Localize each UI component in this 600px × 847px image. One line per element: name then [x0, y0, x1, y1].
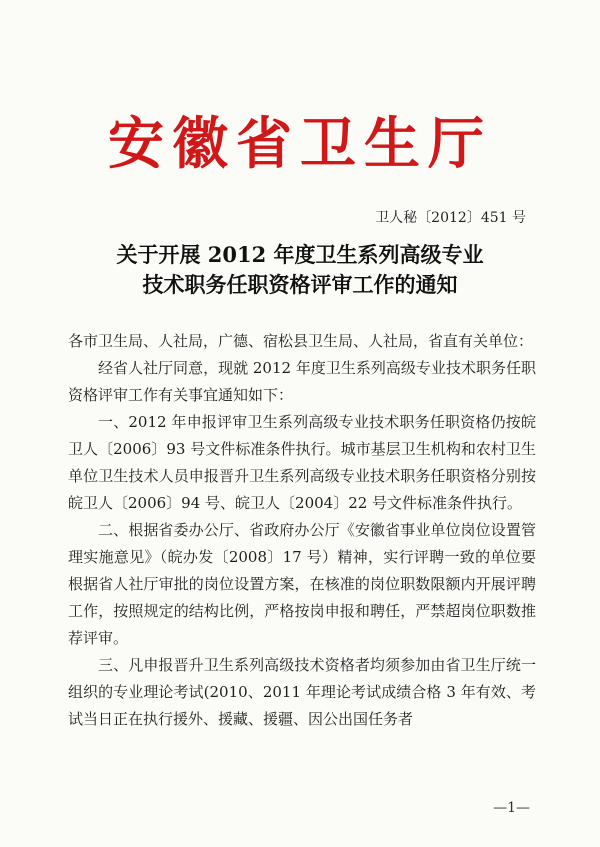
- item-2-paragraph: 二、根据省委办公厅、省政府办公厅《安徽省事业单位岗位设置管理实施意见》（皖办发〔2008〕17 号）精神，实行评聘一致的单位要根据省人社厅审批的岗位设置方案，在核准的岗位职数限额内开展评聘工作，按照规定的结构比例，严格按岗申报和聘任，严禁超岗位职数推荐评审。: [68, 521, 536, 647]
- intro-paragraph: 经省人社厅同意，现就 2012 年度卫生系列高级专业技术职务任职资格评审工作有关事宜通知如下：: [68, 359, 536, 404]
- salutation: 各市卫生局、人社局，广德、宿松县卫生局、人社局，省直有关单位：: [68, 332, 534, 350]
- document-body: [68, 328, 536, 733]
- title-line-2: 技术职务任职资格评审工作的通知: [142, 272, 458, 297]
- page-number: —1—: [493, 800, 530, 816]
- title-line-1: 关于开展 2012 年度卫生系列高级专业: [116, 242, 484, 267]
- item-1-paragraph: 一、2012 年申报评审卫生系列高级专业技术职务任职资格仍按皖卫人〔2006〕93 号文件标准条件执行。城市基层卫生机构和农村卫生单位卫生技术人员申报晋升卫生系列高级专业技术职务任职资格分别按皖卫人〔2006〕94 号、皖卫人〔2004〕22 号文件标准条件执行。: [68, 413, 536, 512]
- document-reference-number: 卫人秘〔2012〕451 号: [375, 210, 526, 226]
- item-3-paragraph: 三、凡申报晋升卫生系列高级技术资格者均须参加由省卫生厅统一组织的专业理论考试(2010、2011 年理论考试成绩合格 3 年有效、考试当日正在执行援外、援藏、援疆、因公出国任务者: [68, 656, 536, 728]
- agency-letterhead: 安徽省卫生厅: [108, 112, 492, 177]
- document-title: [0, 240, 600, 300]
